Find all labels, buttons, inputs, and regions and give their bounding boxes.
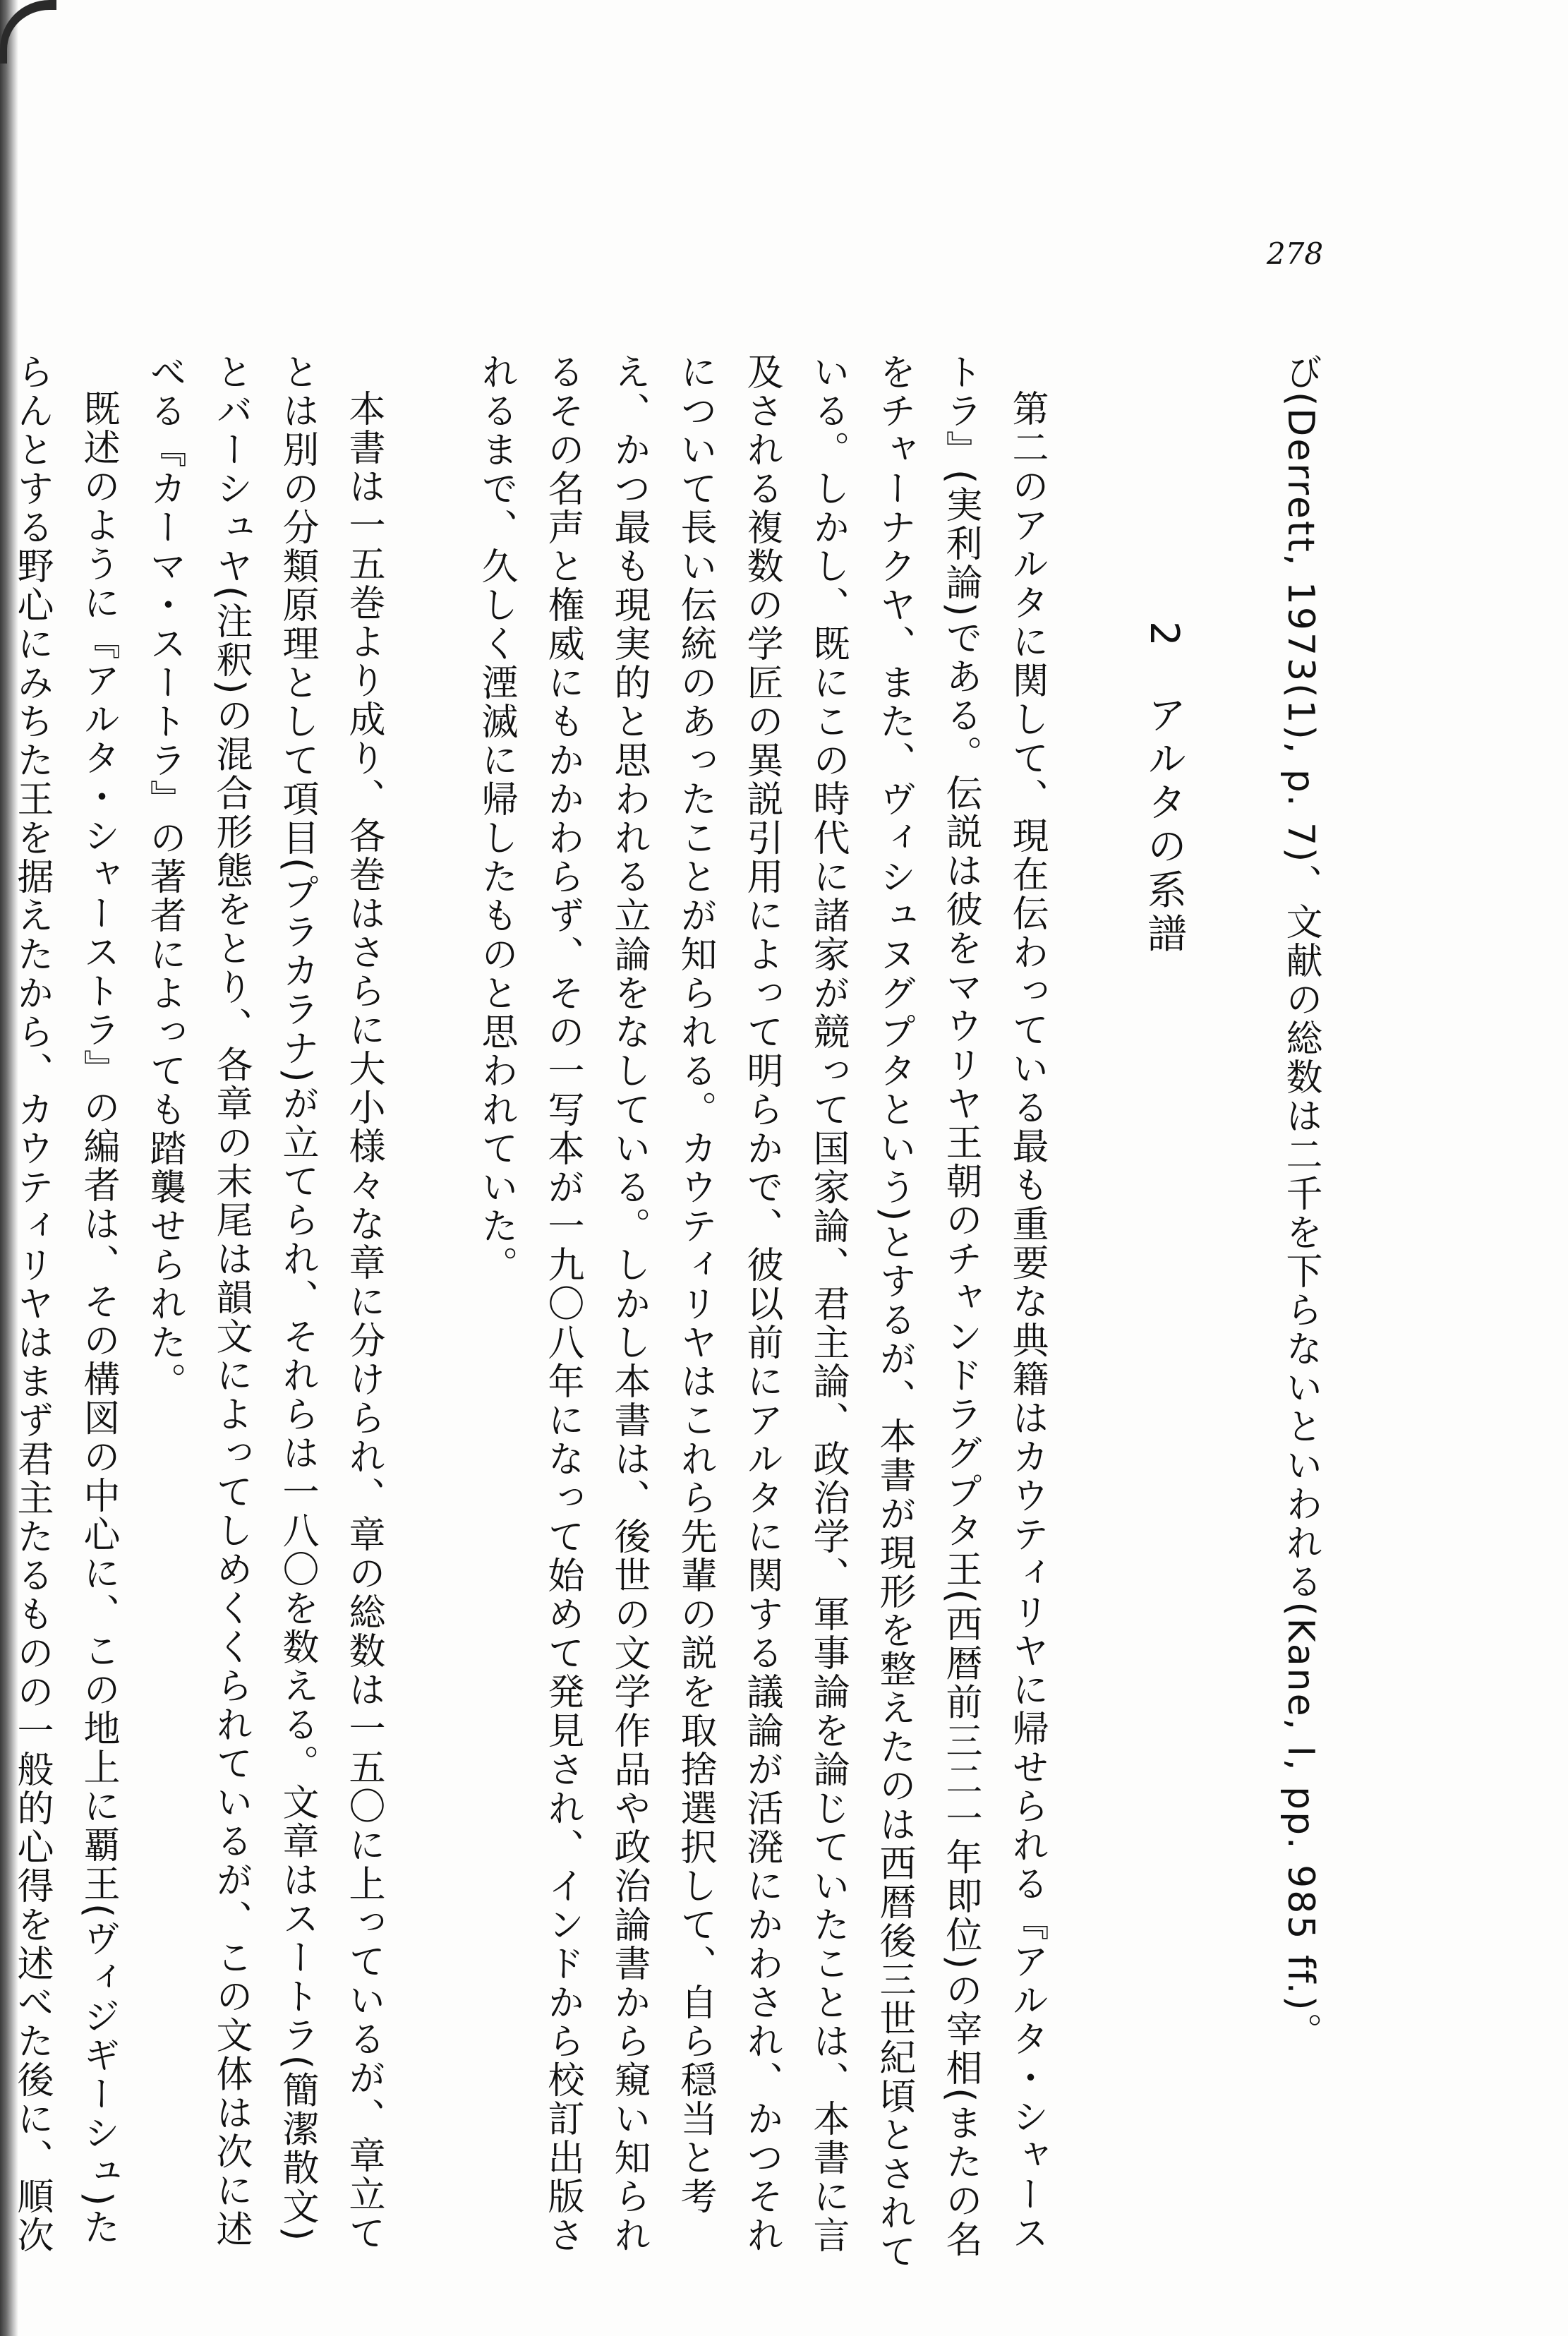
- vertical-text-body: [11, 353, 1334, 2272]
- section-heading: 2 アルタの系譜: [1141, 621, 1187, 957]
- paragraph-structure: 本書は一五巻より成り、各巻はさらに大小様々な章に分けられ、章の総数は一五〇に上っているが、章立てとは別の分類原理として項目(プラカラナ)が立てられ、それらは一八〇を数える。文章はスートラ(簡潔散文)とバーシュヤ(注釈)の混合形態をとり、各章の末尾は韻文によってしめくくられているが、この文体は次に述べる『カーマ・スートラ』の著者によっても踏襲せられた。: [143, 353, 385, 2253]
- paragraph-artha-shastra-intro: 第二のアルタに関して、現在伝わっている最も重要な典籍はカウティリヤに帰せられる『アルタ・シャーストラ』(実利論)である。伝説は彼をマウリヤ王朝のチャンドラグプタ王(西暦前三二一年即位)の宰相(またの名をチャーナクヤ、また、ヴィシュヌグプタという)とするが、本書が現形を整えたのは西暦後三世紀頃とされている。しかし、既にこの時代に諸家が競って国家論、君主論、政治学、軍事論を論じていたことは、本書に言及される複数の学匠の異説引用によって明らかで、彼以前にアルタに関する議論が活溌にかわされ、かつそれについて長い伝統のあったことが知られる。カウティリヤはこれら先輩の説を取捨選択して、自ら穏当と考え、かつ最も現実的と思われる立論をなしている。しかし本書は、後世の文学作品や政治論書から窺い知られるその名声と権威にもかかわらず、その一写本が一九〇八年になって始めて発見され、インドから校訂出版されるまで、久しく湮滅に帰したものと思われていた。: [475, 353, 1048, 2272]
- paragraph-composition: 既述のように『アルタ・シャーストラ』の編者は、その構図の中心に、この地上に覇王(ヴィジギーシュ)たらんとする野心にみちた王を据えたから、カウティリヤはまず君主たるものの一般的心得を述べた後に、順次: [11, 353, 119, 2255]
- page-number: 278: [1266, 236, 1324, 271]
- continued-line: び(Derrett, 1973(1), p. 7)、文献の総数は二千を下らないといわれる(Kane, I, pp. 985 ff.)。: [1279, 353, 1322, 2052]
